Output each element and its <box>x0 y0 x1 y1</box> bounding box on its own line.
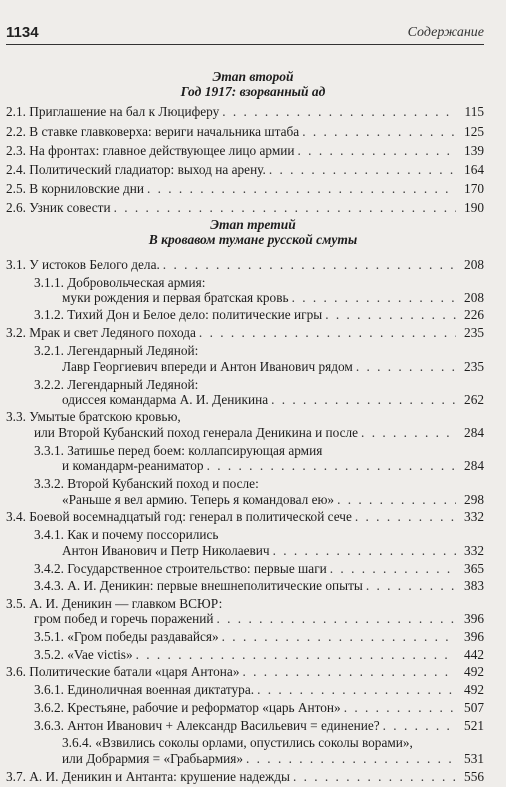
toc-page-number: 521 <box>464 718 484 733</box>
dot-leader <box>292 290 456 306</box>
page-header <box>6 22 484 46</box>
stage-two-label: Этап второй <box>212 69 294 84</box>
toc-entry <box>6 769 484 785</box>
toc-page-number: 164 <box>464 162 484 177</box>
dot-leader <box>366 578 456 594</box>
stage-three-label: Этап третий <box>210 217 296 232</box>
toc-entry <box>6 409 484 425</box>
dot-leader <box>271 392 456 408</box>
toc-entry-title: 3.4.1. Как и почему поссорились <box>34 527 219 542</box>
toc-entry-title: 3.2.2. Легендарный Ледяной: <box>34 377 199 392</box>
dot-leader <box>293 769 456 785</box>
toc-entry-title: 3.6. Политические батали «царя Антона» <box>6 664 240 679</box>
toc-entry-title: или Добрармия = «Грабьармия» <box>62 751 243 766</box>
toc-page-number: 226 <box>464 307 484 322</box>
toc-page-number: 332 <box>464 543 484 558</box>
toc-entry <box>34 611 484 627</box>
toc-entry-title: одиссея командарма А. И. Деникина <box>62 392 269 407</box>
dot-leader <box>257 682 456 698</box>
toc-page-number: 235 <box>464 359 484 374</box>
toc-page-number: 298 <box>464 492 484 507</box>
toc-entry <box>6 257 484 273</box>
toc-page-number: 332 <box>464 509 484 524</box>
toc-entry-title: Антон Иванович и Петр Николаевич <box>62 543 270 558</box>
toc-entry-title: 3.5.1. «Гром победы раздавайся» <box>34 629 219 644</box>
toc-entry <box>34 527 484 543</box>
toc-page-number: 139 <box>464 143 484 158</box>
toc-entry <box>6 664 484 680</box>
dot-leader <box>222 629 456 645</box>
toc-entry-title: 3.5.2. «Vae victis» <box>34 647 133 662</box>
toc-entry-title: муки рождения и первая братская кровь <box>62 290 289 305</box>
dot-leader <box>330 561 456 577</box>
toc-entry-title: 3.2. Мрак и свет Ледяного похода <box>6 325 196 340</box>
dot-leader <box>325 307 456 323</box>
toc-page-number: 235 <box>464 325 484 340</box>
toc-page-number: 170 <box>464 181 484 196</box>
toc-entry-title: 2.5. В корниловские дни <box>6 181 144 196</box>
dot-leader <box>344 700 456 716</box>
page-number: 1134 <box>6 24 39 41</box>
toc-entry-title: 2.4. Политический гладиатор: выход на арену. <box>6 162 266 177</box>
toc-entry-title: 3.6.4. «Взвились соколы орлами, опустились соколы ворами», <box>62 735 413 750</box>
toc-page-number: 492 <box>464 682 484 697</box>
toc-entry-title: 3.3. Умытые братскою кровью, <box>6 409 181 424</box>
dot-leader <box>136 647 456 663</box>
toc-entry-title: 3.1.1. Добровольческая армия: <box>34 275 206 290</box>
toc-page-number: 383 <box>464 578 484 593</box>
toc-page-number: 396 <box>464 629 484 644</box>
toc-entry <box>6 104 484 120</box>
toc-entry <box>62 543 484 559</box>
toc-entry <box>34 578 484 594</box>
toc-entry <box>62 290 484 306</box>
toc-entry-title: 3.1.2. Тихий Дон и Белое дело: политические игры <box>34 307 323 322</box>
toc-entry-title: гром побед и горечь поражений <box>34 611 214 626</box>
toc-entry <box>34 343 484 359</box>
dot-leader <box>302 124 456 140</box>
toc-entry <box>34 275 484 291</box>
toc-entry-title: и командарм-реаниматор <box>62 458 204 473</box>
toc-entry <box>6 509 484 525</box>
toc-entry <box>34 425 484 441</box>
toc-entry <box>34 629 484 645</box>
toc-entry <box>62 751 484 767</box>
dot-leader <box>217 611 457 627</box>
toc-entry-title: или Второй Кубанский поход генерала Деникина и после <box>34 425 359 440</box>
header-rule <box>6 44 484 45</box>
toc-entry <box>62 735 484 751</box>
toc-entry <box>6 162 484 178</box>
stage-three-subtitle: В кровавом тумане русской смуты <box>148 232 358 247</box>
toc-entry <box>34 718 484 734</box>
toc-entry <box>62 458 484 474</box>
toc-page-number: 190 <box>464 200 484 215</box>
dot-leader <box>269 162 456 178</box>
dot-leader <box>337 492 456 508</box>
toc-entry-title: 3.6.2. Крестьяне, рабочие и реформатор «царь Антон» <box>34 700 341 715</box>
toc-entry-title: 3.2.1. Легендарный Ледяной: <box>34 343 199 358</box>
toc-entry <box>34 561 484 577</box>
dot-leader <box>246 751 456 767</box>
dot-leader <box>356 359 456 375</box>
toc-page-number: 556 <box>464 769 484 784</box>
toc-entry <box>6 596 484 612</box>
toc-page-number: 208 <box>464 290 484 305</box>
toc-entry <box>34 647 484 663</box>
dot-leader <box>383 718 456 734</box>
dot-leader <box>242 664 456 680</box>
toc-page-number: 208 <box>464 257 484 272</box>
dot-leader <box>298 143 456 159</box>
toc-entry-title: 3.1. У истоков Белого дела. <box>6 257 160 272</box>
toc-entry <box>34 476 484 492</box>
toc-entry <box>62 392 484 408</box>
toc-entry <box>34 682 484 698</box>
toc-entry-title: 2.2. В ставке главковерха: вериги начальника штаба <box>6 124 300 139</box>
dot-leader <box>199 325 456 341</box>
toc-entry <box>34 700 484 716</box>
toc-entry-title: 3.4.2. Государственное строительство: первые шаги <box>34 561 327 576</box>
toc-entry <box>34 443 484 459</box>
dot-leader <box>273 543 456 559</box>
toc-page-number: 115 <box>464 104 484 119</box>
dot-leader <box>222 104 456 120</box>
toc-entry <box>6 181 484 197</box>
toc-entry-title: 3.4. Боевой восемнадцатый год: генерал в политической сече <box>6 509 352 524</box>
toc-page-number: 262 <box>464 392 484 407</box>
toc-page-number: 284 <box>464 458 484 473</box>
toc-entry-title: 3.3.1. Затишье перед боем: коллапсирующая армия <box>34 443 323 458</box>
dot-leader <box>114 200 456 216</box>
dot-leader <box>361 425 456 441</box>
toc-entry <box>6 143 484 159</box>
toc-page-number: 284 <box>464 425 484 440</box>
toc-entry-title: 3.6.1. Единоличная военная диктатура. <box>34 682 255 697</box>
dot-leader <box>355 509 456 525</box>
toc-entry-title: 3.5. А. И. Деникин — главком ВСЮР: <box>6 596 223 611</box>
stage-two-subtitle: Год 1917: взорванный ад <box>180 84 326 99</box>
running-title: Содержание <box>407 25 484 40</box>
toc-entry-title: Лавр Георгиевич впереди и Антон Иванович рядом <box>62 359 353 374</box>
toc-entry <box>34 307 484 323</box>
toc-entry <box>34 377 484 393</box>
toc-entry-title: 3.6.3. Антон Иванович + Александр Васильевич = единение? <box>34 718 380 733</box>
toc-entry <box>6 200 484 216</box>
toc-page-number: 396 <box>464 611 484 626</box>
toc-page-number: 442 <box>464 647 484 662</box>
toc-entry-title: 3.7. А. И. Деникин и Антанта: крушение надежды <box>6 769 290 784</box>
toc-entry-title: 3.4.3. А. И. Деникин: первые внешнеполитические опыты <box>34 578 363 593</box>
toc-page-number: 531 <box>464 751 484 766</box>
toc-page-number: 125 <box>464 124 484 139</box>
toc-page-number: 365 <box>464 561 484 576</box>
toc-entry <box>62 492 484 508</box>
toc-entry-title: «Раньше я вел армию. Теперь я командовал ею» <box>62 492 335 507</box>
dot-leader <box>147 181 456 197</box>
toc-page-number: 492 <box>464 664 484 679</box>
toc-entry-title: 3.3.2. Второй Кубанский поход и после: <box>34 476 259 491</box>
toc-page-number: 507 <box>464 700 484 715</box>
toc-entry-title: 2.6. Узник совести <box>6 200 111 215</box>
toc-entry <box>62 359 484 375</box>
toc-entry-title: 2.1. Приглашение на бал к Люциферу <box>6 104 220 119</box>
toc-entry-title: 2.3. На фронтах: главное действующее лицо армии <box>6 143 295 158</box>
dot-leader <box>163 257 456 273</box>
toc-entry <box>6 124 484 140</box>
dot-leader <box>207 458 456 474</box>
toc-entry <box>6 325 484 341</box>
